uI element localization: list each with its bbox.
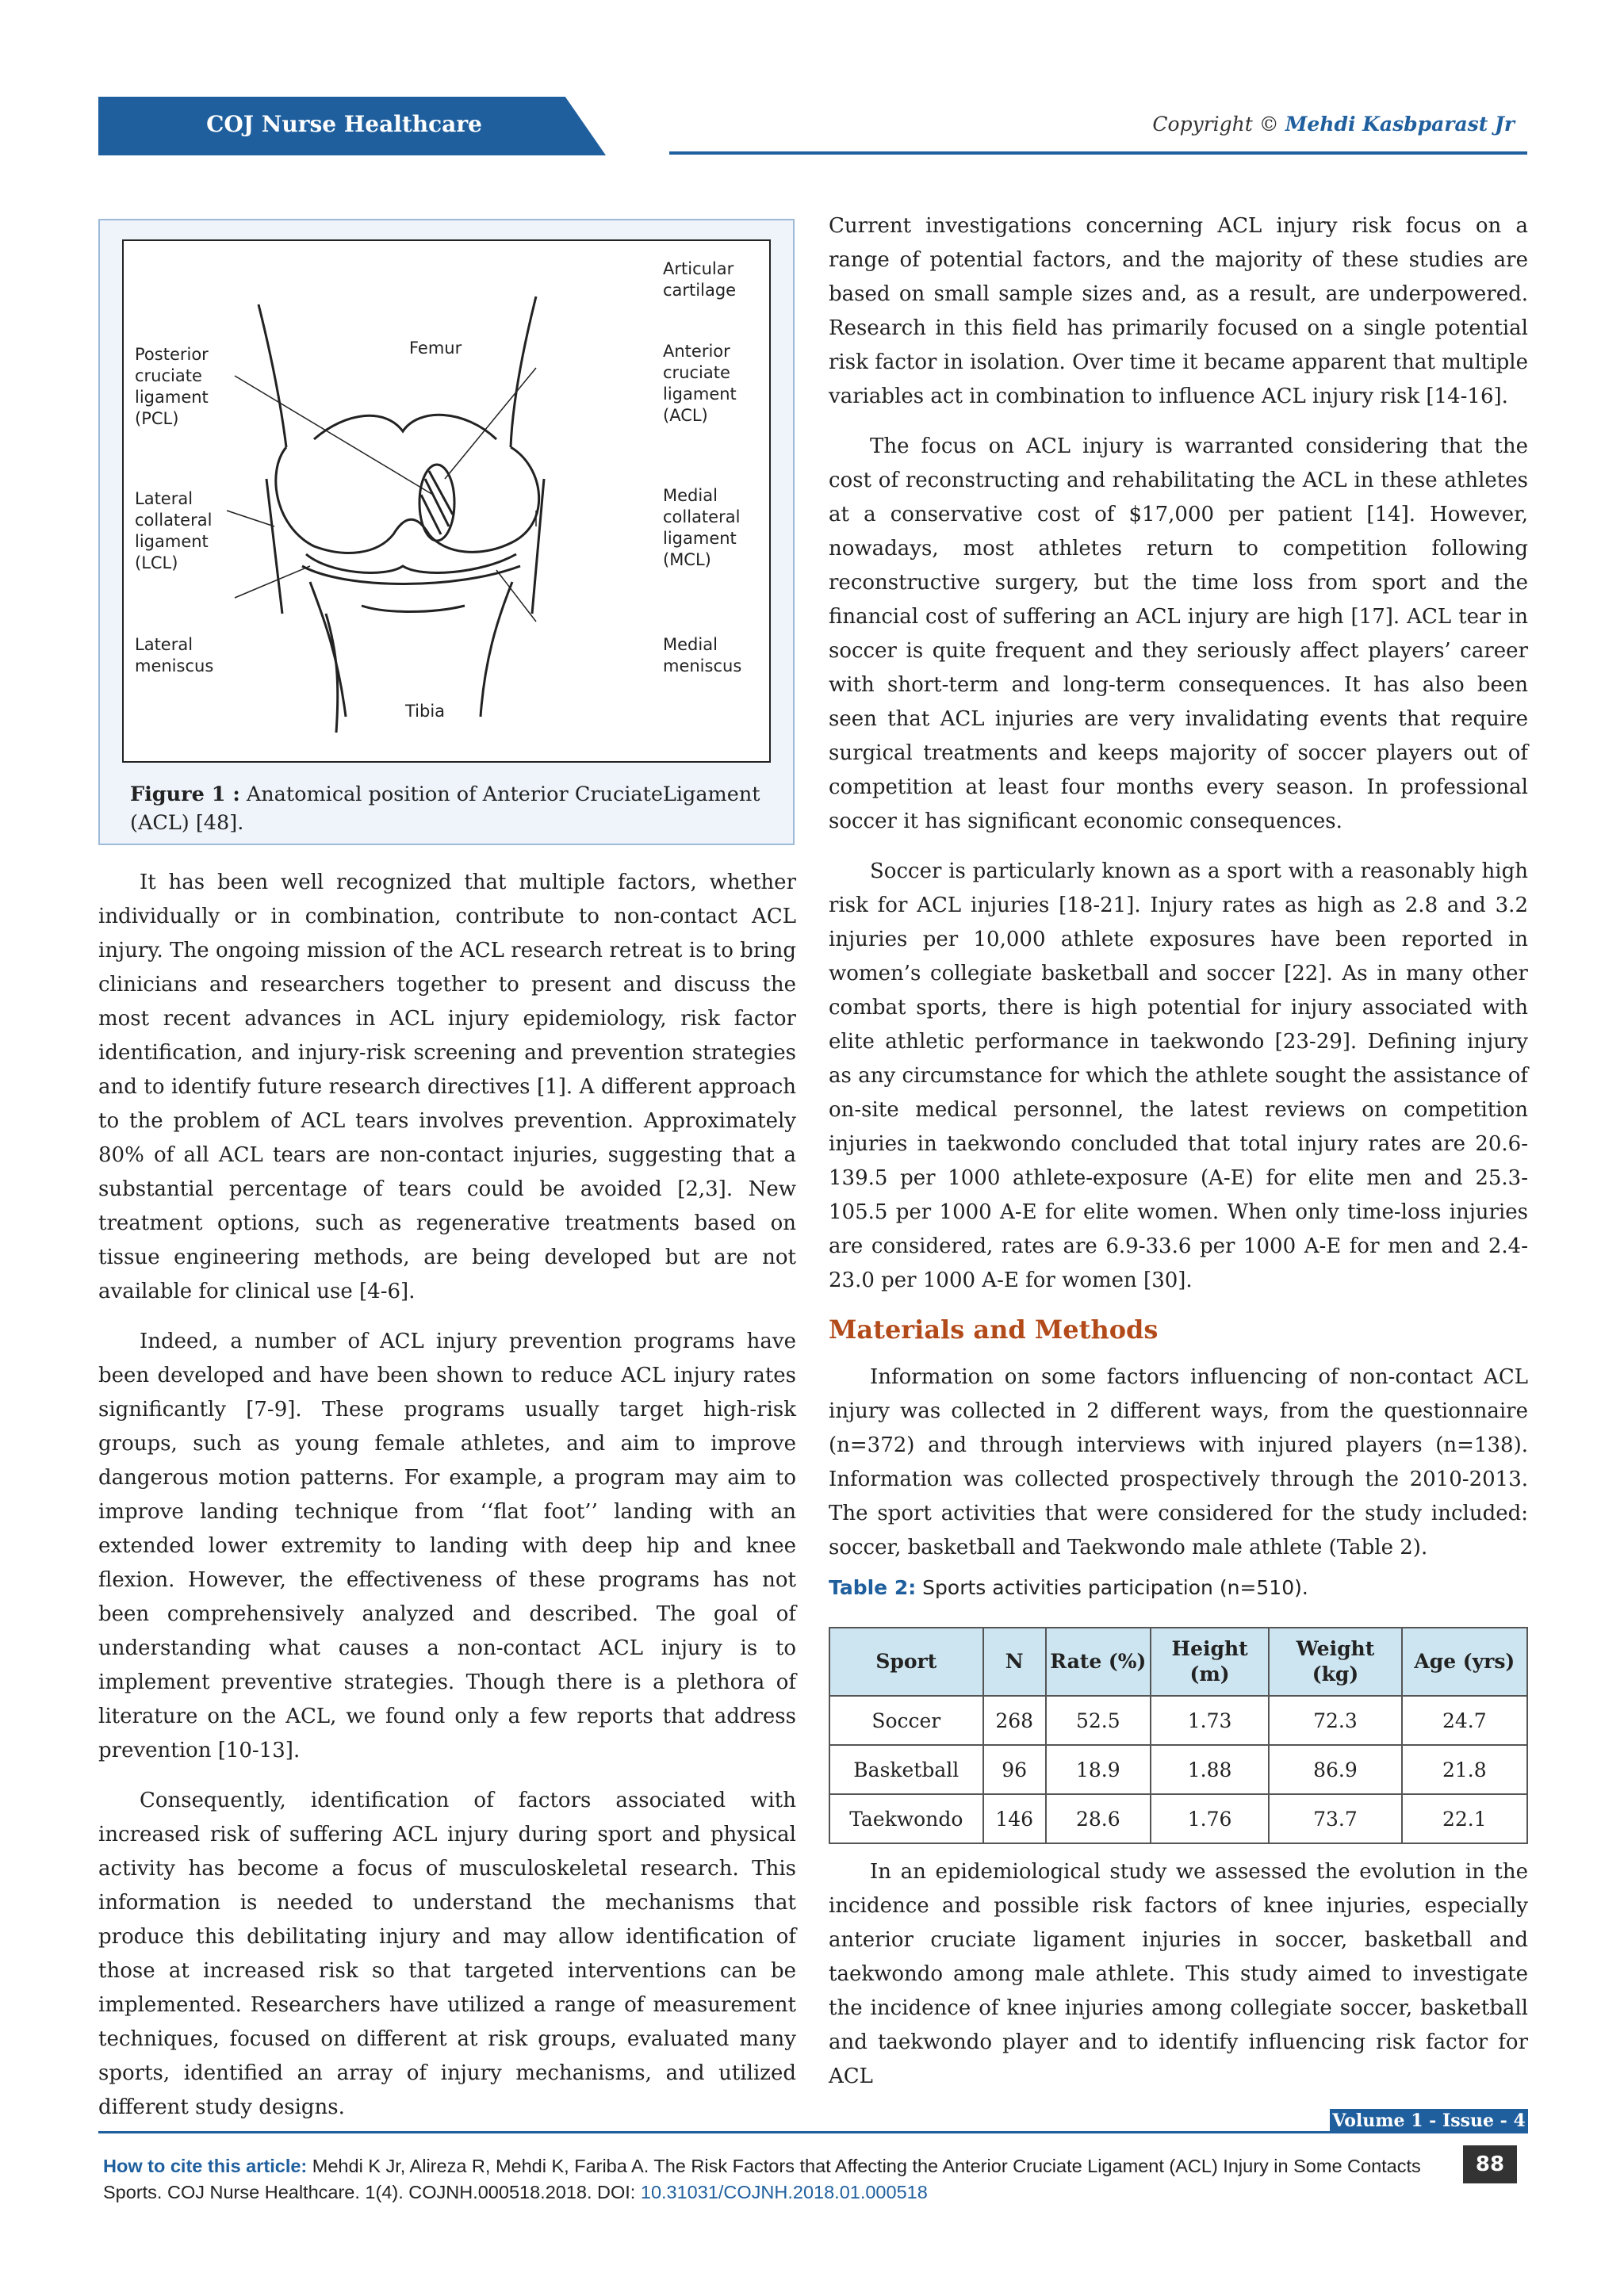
right-column xyxy=(829,209,1528,1298)
label-acl: Anterior cruciate ligament (ACL) xyxy=(663,342,737,425)
table-cell: 24.7 xyxy=(1402,1696,1527,1745)
label-articular-cartilage: Articular cartilage xyxy=(663,259,737,300)
table-cell: 52.5 xyxy=(1046,1696,1151,1745)
table-cell: 22.1 xyxy=(1402,1794,1527,1843)
citation xyxy=(103,2153,1451,2206)
copyright-author: Mehdi Kasbparast Jr xyxy=(1285,113,1515,136)
page-number: 88 xyxy=(1463,2145,1517,2183)
col-header: Sport xyxy=(829,1628,983,1696)
label-mcl: Medial collateral ligament (MCL) xyxy=(663,486,741,569)
label-medial-meniscus: Medial meniscus xyxy=(663,635,742,675)
paragraph: Indeed, a number of ACL injury prevention programs have been developed and have been shown to reduce ACL injury rates significantly [7-9]. These programs usually target high-risk groups, such as young female athletes, and aim to improve dangerous motion patterns. For example, a program may aim to improve landing technique from ‘‘flat foot’’ landing with an extended lower extremity to landing with deep hip and knee flexion. However, the effectiveness of these programs has not been comprehensively analyzed and described. The goal of understanding what causes a non-contact ACL injury is to implement preventive strategies. Though there is a plethora of literature on the ACL, we found only a few reports that address prevention [10-13]. xyxy=(98,1330,796,1762)
col-header: N xyxy=(983,1628,1046,1696)
table-cell: 28.6 xyxy=(1046,1794,1151,1843)
table-header-row xyxy=(829,1628,1527,1696)
paragraph: Current investigations concerning ACL injury risk focus on a range of potential factors, and the majority of these studies are based on small sample sizes and, as a result, are underpowered. Research in this field has primarily focused on a single potential risk factor in isolation. Over time it became apparent that multiple variables act in combination to influence ACL injury risk [14-16]. xyxy=(829,214,1528,408)
paragraph: Consequently, identification of factors associated with increased risk of suffering ACL injury during sport and physical activity has become a focus of musculoskeletal research. This information is needed to understand the mechanisms that produce this debilitating injury and may allow identification of those at increased risk so that targeted interventions can be implemented. Researchers have utilized a range of measurement techniques, focused on different at risk groups, evaluated many sports, identified an array of injury mechanisms, and utilized different study designs. xyxy=(98,1789,796,2119)
cite-label: How to cite this article: xyxy=(103,2156,308,2176)
volume-badge: Volume 1 - Issue - 4 xyxy=(1330,2109,1528,2133)
figure-image xyxy=(122,239,771,763)
label-pcl: Posterior cruciate ligament (PCL) xyxy=(135,345,209,428)
table-caption-text: Sports activities participation (n=510). xyxy=(916,1576,1308,1599)
figure-caption-text: Anatomical position of Anterior CruciateLigament (ACL) [48]. xyxy=(130,783,760,835)
section-heading: Materials and Methods xyxy=(829,1314,1159,1345)
left-column xyxy=(98,866,796,2125)
table-cell: 1.76 xyxy=(1151,1794,1270,1843)
table-cell: 73.7 xyxy=(1269,1794,1401,1843)
col-header: Age (yrs) xyxy=(1402,1628,1527,1696)
col-header: Weight (kg) xyxy=(1269,1628,1401,1696)
paragraph: Soccer is particularly known as a sport with a reasonably high risk for ACL injuries [18-21]. Injury rates as high as 2.8 and 3.2 injuries per 10,000 athlete exposures have been reported in women’s collegiate basketball and soccer [22]. As in many other combat sports, there is high potential for injury associated with elite athletic performance in taekwondo [23-29]. Defining injury as any circumstance for which the athlete sought the assistance of on-site medical personnel, the latest reviews on competition injuries in taekwondo concluded that total injury rates are 20.6-139.5 per 1000 athlete-exposure (A-E) for elite men and 25.3-105.5 per 1000 A-E for elite women. When only time-loss injuries are considered, rates are 6.9-33.6 per 1000 A-E for men and 2.4-23.0 per 1000 A-E for women [30]. xyxy=(829,859,1528,1292)
label-femur: Femur xyxy=(409,339,462,358)
col-header: Rate (%) xyxy=(1046,1628,1151,1696)
copyright-prefix: Copyright © xyxy=(1152,113,1285,136)
table-cell: Taekwondo xyxy=(829,1794,983,1843)
table-cell: 146 xyxy=(983,1794,1046,1843)
figure-caption xyxy=(130,780,772,837)
cite-text: Mehdi K Jr, Alireza R, Mehdi K, Fariba A. The Risk Factors that Affecting the Anterior Cruciate Ligament (ACL) Injury in Some Contacts Sports. COJ Nurse Healthcare. 1(4). COJNH.000518.2018. DOI: xyxy=(103,2156,1421,2202)
table-cell: Soccer xyxy=(829,1696,983,1745)
figure-caption-label: Figure 1 : xyxy=(130,783,240,806)
table-cell: 268 xyxy=(983,1696,1046,1745)
after-table-paragraph xyxy=(829,1855,1528,2094)
paragraph: Information on some factors influencing of non-contact ACL injury was collected in 2 different ways, from the questionnaire (n=372) and through interviews with injured players (n=138). Information was collected prospectively through the 2010-2013. The sport activities that were considered for the study included: soccer, basketball and Taekwondo male athlete (Table 2). xyxy=(829,1365,1528,1559)
table-row xyxy=(829,1745,1527,1794)
label-lcl: Lateral collateral ligament (LCL) xyxy=(135,489,213,572)
paragraph: It has been well recognized that multiple factors, whether individually or in combination, contribute to non-contact ACL injury. The ongoing mission of the ACL research retreat is to bring clinicians and researchers together to present and discuss the most recent advances in ACL injury epidemiology, risk factor identification, and injury-risk screening and prevention strategies and to identify future research directives [1]. A different approach to the problem of ACL tears involves prevention. Approximately 80% of all ACL tears are non-contact injuries, suggesting that a substantial percentage of tears could be avoided [2,3]. New treatment options, such as regenerative treatments based on tissue engineering methods, are being developed but are not available for clinical use [4-6]. xyxy=(98,871,796,1303)
table-row xyxy=(829,1794,1527,1843)
col-header: Height (m) xyxy=(1151,1628,1270,1696)
table-cell: Basketball xyxy=(829,1745,983,1794)
table-cell: 86.9 xyxy=(1269,1745,1401,1794)
paragraph: In an epidemiological study we assessed the evolution in the incidence and possible risk factors of knee injuries, especially anterior cruciate ligament injuries in soccer, basketball and taekwondo among male athlete. This study aimed to investigate the incidence of knee injuries among collegiate soccer, basketball and taekwondo player and to identify influencing risk factor for ACL xyxy=(829,1860,1528,2088)
table-cell: 1.73 xyxy=(1151,1696,1270,1745)
journal-title: COJ Nurse Healthcare xyxy=(206,111,482,137)
footer-rule xyxy=(98,2131,1528,2133)
copyright xyxy=(1152,113,1515,136)
table-cell: 96 xyxy=(983,1745,1046,1794)
table-row xyxy=(829,1696,1527,1745)
header-rule xyxy=(669,151,1527,155)
doi-link[interactable]: 10.31031/COJNH.2018.01.000518 xyxy=(640,2182,928,2202)
table-cell: 1.88 xyxy=(1151,1745,1270,1794)
table-cell: 21.8 xyxy=(1402,1745,1527,1794)
label-tibia: Tibia xyxy=(405,702,446,721)
methods-paragraph xyxy=(829,1360,1528,1565)
paragraph: The focus on ACL injury is warranted considering that the cost of reconstructing and rehabilitating the ACL in these athletes at a conservative cost of $17,000 per patient [14]. However, nowadays, most athletes return to competition following reconstructive surgery, but the time loss from sport and the financial cost of suffering an ACL injury are high [17]. ACL tear in soccer is quite frequent and they seriously affect players’ career with short-term and long-term consequences. It has also been seen that ACL injuries are very invalidating events that require surgical treatments and keeps majority of soccer players out of competition at least four months every season. In professional soccer it has significant economic consequences. xyxy=(829,434,1528,833)
table-caption-label: Table 2: xyxy=(829,1576,917,1599)
table-cell: 18.9 xyxy=(1046,1745,1151,1794)
table-caption xyxy=(829,1576,1308,1599)
sports-table xyxy=(829,1627,1528,1844)
table-cell: 72.3 xyxy=(1269,1696,1401,1745)
label-lateral-meniscus: Lateral meniscus xyxy=(135,635,214,675)
